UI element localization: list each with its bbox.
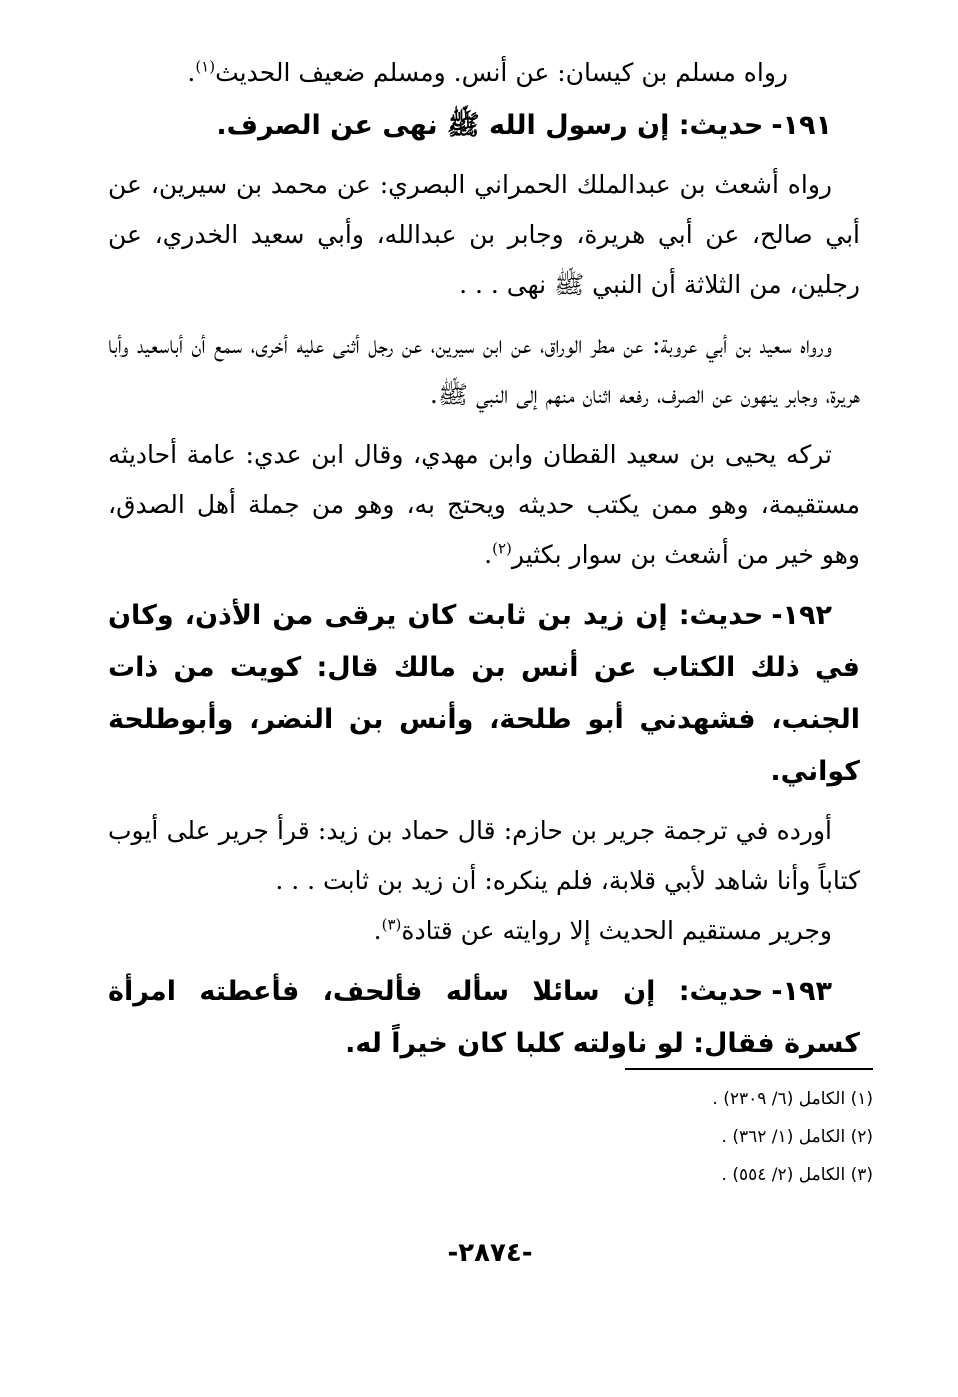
- hadith-text: حديث: إن زيد بن ثابت كان يرقى من الأذن، وكان في ذلك الكتاب عن أنس بن مالك قال: كويت من ذات الجنب، فشهدني أبو طلحة، وأنس بن النضر، وأبوطلحة كواني.: [108, 600, 860, 787]
- footnote-marker-3[interactable]: (٣): [381, 915, 402, 934]
- hadith-heading-193: [108, 966, 860, 1070]
- footnote-2: (٢) الكامل (١/ ٣٦٢) .: [721, 1127, 873, 1147]
- hadith-text: حديث: إن سائلا سأله فألحف، فأعطته امرأة كسرة فقال: لو ناولته كلبا كان خيراً له.: [108, 976, 860, 1059]
- hadith-heading-192: [108, 590, 860, 798]
- hadith-heading-191: [108, 100, 860, 152]
- footnote-3: (٣) الكامل (٢/ ٥٥٤) .: [721, 1165, 873, 1185]
- paragraph-assessment-1: [108, 430, 860, 580]
- paragraph-end: .: [373, 916, 382, 945]
- page-body: [108, 48, 860, 1078]
- paragraph-text: تركه يحيى بن سعيد القطان وابن مهدي، وقال ابن عدي: عامة أحاديثه مستقيمة، وهو ممن يكتب حديثه ويحتج به، وهو من جملة أهل الصدق، وهو خير من أشعث بن سوار بكثير: [108, 440, 860, 569]
- paragraph-text: رواه مسلم بن كيسان: عن أنس. ومسلم ضعيف الحديث: [215, 58, 788, 87]
- paragraph-narration-1: [108, 48, 860, 98]
- footnotes: [560, 1080, 873, 1194]
- page-number: -٢٨٧٤-: [447, 1238, 533, 1268]
- paragraph-assessment-2: [108, 906, 860, 956]
- hadith-number: ١٩١-: [771, 110, 832, 141]
- hadith-number: ١٩٢-: [771, 600, 832, 631]
- hadith-number: ١٩٣-: [771, 976, 832, 1007]
- paragraph-end: .: [484, 540, 493, 569]
- paragraph-text: وجرير مستقيم الحديث إلا روايته عن قتادة: [401, 916, 832, 945]
- paragraph-narration-3: ورواه سعيد بن أبي عروبة: عن مطر الوراق، عن ابن سيرين، عن رجل أثنى عليه أخرى، سمع أن أباسعيد وأبا هريرة، وجابر ينهون عن الصرف، رفعه اثنان منهم إلى النبي ﷺ.: [108, 330, 860, 409]
- footnote-divider: [625, 1068, 873, 1070]
- footnote-marker-2[interactable]: (٢): [492, 539, 512, 558]
- hadith-text: حديث: إن رسول الله ﷺ نهى عن الصرف.: [216, 110, 764, 141]
- paragraph-end: .: [187, 58, 196, 87]
- paragraph-narration-2: رواه أشعث بن عبدالملك الحمراني البصري: عن محمد بن سيرين، عن أبي صالح، عن أبي هريرة، وجابر بن عبدالله، وأبي سعيد الخدري، عن رجلين، من الثلاثة أن النبي ﷺ نهى . . .: [108, 170, 860, 299]
- footnote-marker-1[interactable]: (١): [195, 57, 216, 76]
- paragraph-narration-4: أورده في ترجمة جرير بن حازم: قال حماد بن زيد: قرأ جرير على أيوب كتاباً وأنا شاهد لأبي قلابة، فلم ينكره: أن زيد بن ثابت . . .: [108, 816, 860, 895]
- footnote-1: (١) الكامل (٦/ ٢٣٠٩) .: [712, 1089, 873, 1109]
